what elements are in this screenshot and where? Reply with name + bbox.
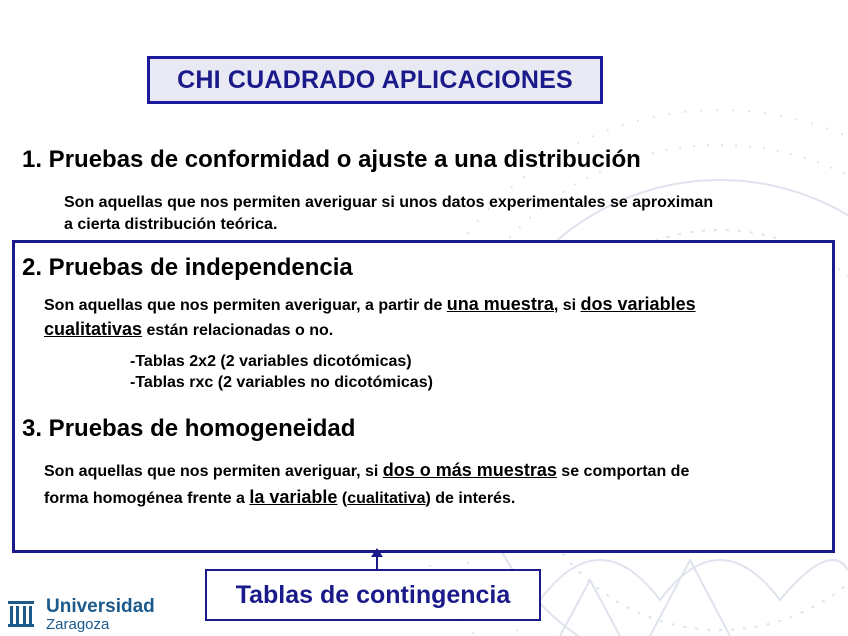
section2-text: , si [553,297,581,314]
section2-heading: 2. Pruebas de independencia [22,254,353,281]
section3-line2 [44,486,515,510]
section2-line1 [44,293,696,317]
contingency-tables-label: Tablas de contingencia [235,580,511,609]
section2-emphasis: cualitativas [44,319,143,339]
arrow-up-icon [371,548,383,557]
section3-text: se comportan de [556,463,690,480]
section3-emphasis: dos o más muestras [382,460,557,480]
section2-emphasis: una muestra [446,294,554,314]
section3-text: Son aquellas que nos permiten averiguar, si [44,463,383,480]
section3-text: ( [337,490,348,507]
contingency-tables-box [205,569,541,621]
title-box [147,56,603,104]
section2-item: -Tablas rxc (2 variables no dicotómicas) [130,374,433,391]
section1-line1: Son aquellas que nos permiten averiguar si unos datos experimentales se aproximan [64,194,714,211]
section3-line1 [44,459,689,483]
section3-emphasis: la variable [249,487,338,507]
section2-item: -Tablas 2x2 (2 variables dicotómicas) [130,353,412,370]
section1-line2: a cierta distribución teórica. [64,216,278,233]
section2-line2 [44,318,333,342]
section3-emphasis: cualitativa [347,490,426,507]
section1-heading: 1. Pruebas de conformidad o ajuste a una distribución [22,146,641,173]
section3-heading: 3. Pruebas de homogeneidad [22,415,356,442]
section3-text: ) de interés. [425,490,516,507]
section2-emphasis: dos variables [580,294,696,314]
university-logo [6,596,166,634]
section2-text: Son aquellas que nos permiten averiguar, a partir de [44,297,447,314]
section3-text: forma homogénea frente a [44,490,250,507]
university-city: Zaragoza [46,616,110,633]
university-building-icon [6,598,36,628]
university-name: Universidad [46,596,155,617]
page-title: CHI CUADRADO APLICACIONES [177,65,573,94]
section2-text: están relacionadas o no. [142,322,334,339]
